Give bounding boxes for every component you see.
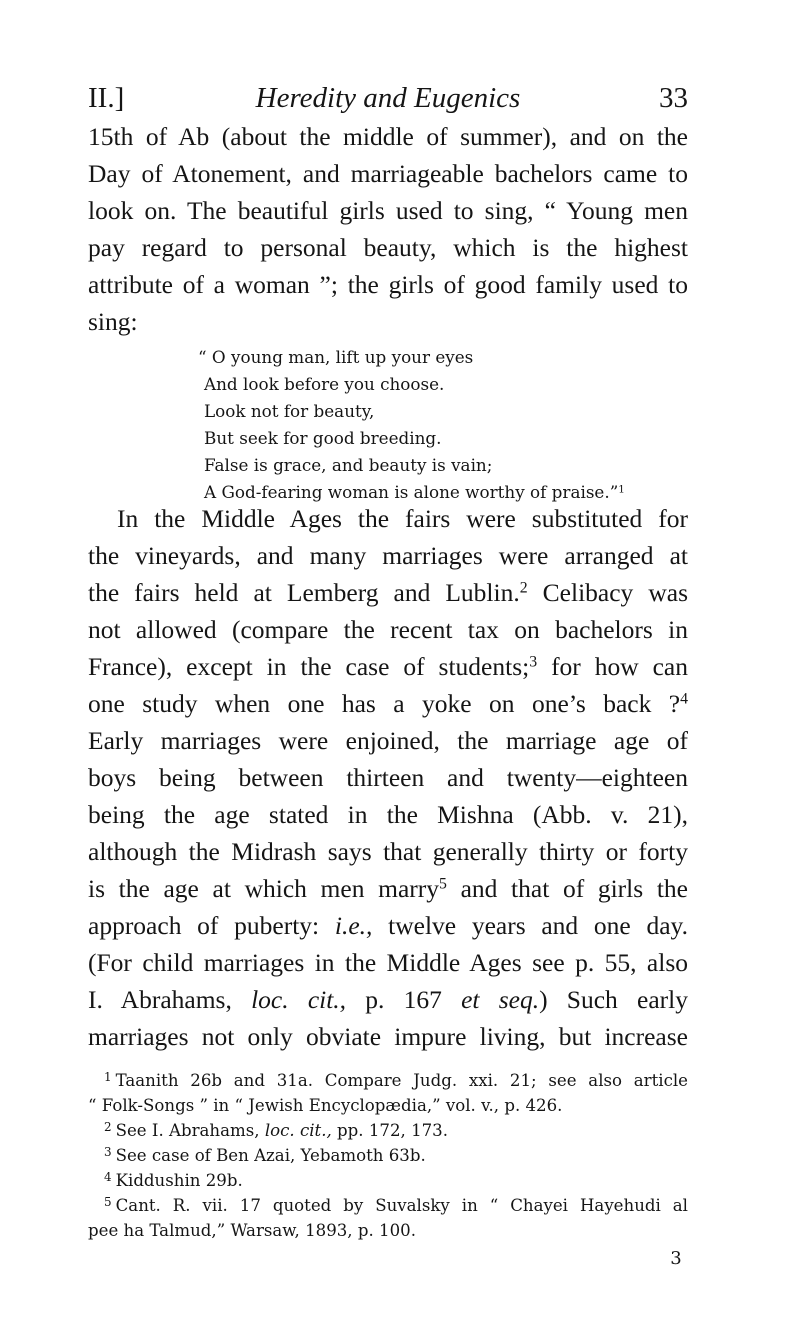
footnote-4 bbox=[104, 1170, 688, 1192]
body-text-line: not allowed (compare the recent tax on bachelors in bbox=[88, 615, 688, 644]
footnote-ref-4: 4 bbox=[680, 690, 688, 708]
text-run: Cant. R. vii. 17 quoted by Suvalsky in “ Chayei Hayehudi al bbox=[115, 1196, 688, 1215]
footnote-number: 1 bbox=[104, 1069, 112, 1084]
body-text-line: sing: bbox=[88, 307, 138, 336]
text-run: See I. Abrahams, bbox=[115, 1121, 265, 1140]
text-run: Celibacy was bbox=[527, 578, 688, 607]
body-text-line: 15th of Ab (about the middle of summer), and on the bbox=[88, 122, 688, 151]
footnote-number: 5 bbox=[104, 1194, 112, 1209]
text-run: the fairs held at Lemberg and Lublin. bbox=[88, 578, 520, 607]
italic-text: i.e., bbox=[334, 911, 373, 940]
body-text-line bbox=[88, 911, 688, 941]
footnote-ref-5: 5 bbox=[439, 875, 447, 893]
footnote-2 bbox=[104, 1120, 688, 1142]
italic-text: loc. cit., bbox=[251, 985, 347, 1014]
body-text-line: (For child marriages in the Middle Ages see p. 55, also bbox=[88, 948, 688, 977]
body-text-line bbox=[88, 578, 688, 608]
poem-line: “ O young man, lift up your eyes bbox=[198, 347, 474, 367]
text-run: one study when one has a yoke on one’s back ? bbox=[88, 689, 681, 718]
body-text-line bbox=[88, 874, 688, 904]
body-text-line bbox=[88, 985, 688, 1015]
poem-line bbox=[204, 481, 704, 503]
italic-text: et seq. bbox=[461, 985, 540, 1014]
chapter-marker: II.] bbox=[88, 82, 125, 114]
footnote-3 bbox=[104, 1145, 688, 1167]
text-run: twelve years and one day. bbox=[372, 911, 688, 940]
body-text-line: being the age stated in the Mishna (Abb. v. 21), bbox=[88, 800, 688, 829]
body-text-line: the vineyards, and many marriages were arranged at bbox=[88, 541, 688, 570]
poem-line: But seek for good breeding. bbox=[204, 428, 442, 448]
poem-line: And look before you choose. bbox=[204, 374, 445, 394]
running-head bbox=[88, 78, 688, 118]
body-text-line: marriages not only obviate impure living, but increase bbox=[88, 1022, 688, 1051]
text-run: See case of Ben Azai, Yebamoth 63b. bbox=[115, 1146, 426, 1165]
text-run: approach of puberty: bbox=[88, 911, 335, 940]
body-text-line: Day of Atonement, and marriageable bachelors came to bbox=[88, 159, 688, 188]
text-run: Taanith 26b and 31a. Compare Judg. xxi. 21; see also article bbox=[115, 1071, 688, 1090]
footnote-1 bbox=[104, 1070, 688, 1092]
body-text-line: attribute of a woman ”; the girls of good family used to bbox=[88, 270, 688, 299]
body-text-line: boys being between thirteen and twenty—eighteen bbox=[88, 763, 688, 792]
footnote-number: 4 bbox=[104, 1169, 112, 1184]
footnote-number: 3 bbox=[104, 1144, 112, 1159]
text-run: is the age at which men marry bbox=[88, 874, 440, 903]
footnote-ref-2: 2 bbox=[519, 579, 528, 597]
footnote-5 bbox=[104, 1195, 688, 1217]
italic-text: loc. cit., bbox=[264, 1121, 332, 1140]
body-text-line bbox=[88, 652, 688, 682]
body-text-line: pay regard to personal beauty, which is the highest bbox=[88, 233, 688, 262]
signature-mark: 3 bbox=[670, 1248, 682, 1269]
body-text-line: although the Midrash says that generally thirty or forty bbox=[88, 837, 688, 866]
text-run: ) Such early bbox=[539, 985, 688, 1014]
poem-line-text: A God-fearing woman is alone worthy of praise.” bbox=[204, 482, 619, 502]
footnote-1-cont: “ Folk-Songs ” in “ Jewish Encyclopædia,” vol. v., p. 426. bbox=[88, 1096, 563, 1115]
body-text-line bbox=[88, 689, 688, 719]
text-run: p. 167 bbox=[346, 985, 462, 1014]
footnote-ref-3: 3 bbox=[529, 653, 538, 671]
footnote-number: 2 bbox=[104, 1119, 112, 1134]
text-run: for how can bbox=[537, 652, 688, 681]
footnote-5-cont: pee ha Talmud,” Warsaw, 1893, p. 100. bbox=[88, 1221, 416, 1240]
body-text-line: In the Middle Ages the fairs were substituted for bbox=[117, 504, 688, 533]
page-number: 33 bbox=[659, 82, 688, 114]
poem-line: Look not for beauty, bbox=[204, 401, 375, 421]
running-title: Heredity and Eugenics bbox=[255, 82, 521, 114]
text-run: Kiddushin 29b. bbox=[115, 1171, 243, 1190]
text-run: pp. 172, 173. bbox=[331, 1121, 449, 1140]
text-run: France), except in the case of students; bbox=[88, 652, 530, 681]
text-run: I. Abrahams, bbox=[88, 985, 252, 1014]
text-run: and that of girls the bbox=[446, 874, 688, 903]
body-text-line: look on. The beautiful girls used to sing, “ Young men bbox=[88, 196, 688, 225]
body-text-line: Early marriages were enjoined, the marriage age of bbox=[88, 726, 688, 755]
footnote-ref-1: 1 bbox=[618, 483, 625, 496]
poem-line: False is grace, and beauty is vain; bbox=[204, 455, 493, 475]
